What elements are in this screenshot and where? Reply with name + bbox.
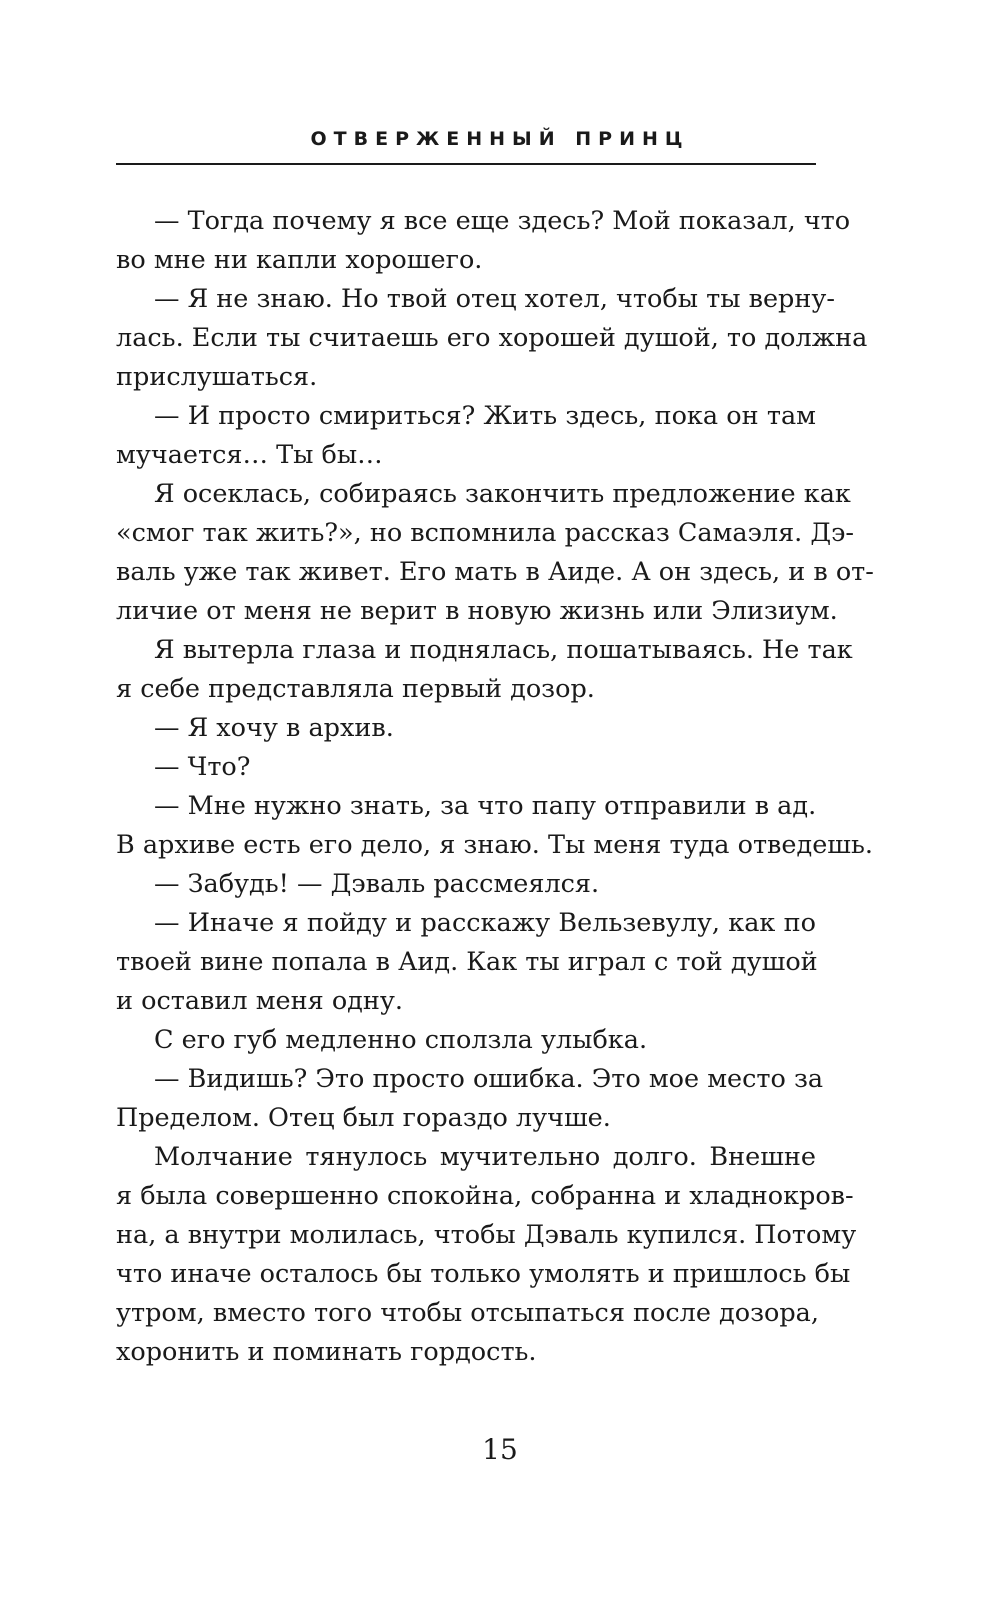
text-line: — Иначе я пойду и расскажу Вельзевулу, как по xyxy=(154,908,816,938)
running-header: ОТВЕРЖЕННЫЙ ПРИНЦ xyxy=(310,128,690,150)
text-line: — И просто смириться? Жить здесь, пока он там xyxy=(154,401,816,431)
text-line: лась. Если ты считаешь его хорошей душой, то должна xyxy=(116,323,868,353)
text-line: — Видишь? Это просто ошибка. Это мое место за xyxy=(154,1064,824,1094)
text-line: Я вытерла глаза и поднялась, пошатываясь. Не так xyxy=(154,635,853,665)
text-line: прислушаться. xyxy=(116,362,318,392)
text-line: хоронить и поминать гордость. xyxy=(116,1337,537,1367)
text-line: что иначе осталось бы только умолять и пришлось бы xyxy=(116,1259,851,1289)
text-line: — Что? xyxy=(154,752,251,782)
text-line: твоей вине попала в Аид. Как ты играл с той душой xyxy=(116,947,818,977)
text-line: С его губ медленно сползла улыбка. xyxy=(154,1025,648,1055)
text-line: «смог так жить?», но вспомнила рассказ Самаэля. Дэ- xyxy=(116,518,854,548)
text-line: мучается… Ты бы… xyxy=(116,440,383,470)
text-line: утром, вместо того чтобы отсыпаться после дозора, xyxy=(116,1298,819,1328)
text-line: Молчание тянулось мучительно долго. Внешне xyxy=(154,1142,816,1172)
text-line: — Я хочу в архив. xyxy=(154,713,394,743)
text-line: Пределом. Отец был гораздо лучше. xyxy=(116,1103,611,1133)
text-line: валь уже так живет. Его мать в Аиде. А он здесь, и в от- xyxy=(116,557,874,587)
text-line: на, а внутри молилась, чтобы Дэваль купился. Потому xyxy=(116,1220,857,1250)
text-line: я себе представляла первый дозор. xyxy=(116,674,595,704)
text-line: во мне ни капли хорошего. xyxy=(116,245,483,275)
text-line: — Мне нужно знать, за что папу отправили в ад. xyxy=(154,791,817,821)
text-line: — Забудь! — Дэваль рассмеялся. xyxy=(154,869,600,899)
page-number: 15 xyxy=(482,1433,518,1466)
text-line: В архиве есть его дело, я знаю. Ты меня туда отведешь. xyxy=(116,830,873,860)
text-line: — Тогда почему я все еще здесь? Мой показал, что xyxy=(154,206,851,236)
text-line: и оставил меня одну. xyxy=(116,986,403,1016)
text-line: — Я не знаю. Но твой отец хотел, чтобы ты верну- xyxy=(154,284,835,314)
text-line: личие от меня не верит в новую жизнь или Элизиум. xyxy=(116,596,838,626)
text-line: я была совершенно спокойна, собранна и хладнокров- xyxy=(116,1181,854,1211)
text-line: Я осеклась, собираясь закончить предложение как xyxy=(154,479,851,509)
header-rule xyxy=(116,163,816,165)
